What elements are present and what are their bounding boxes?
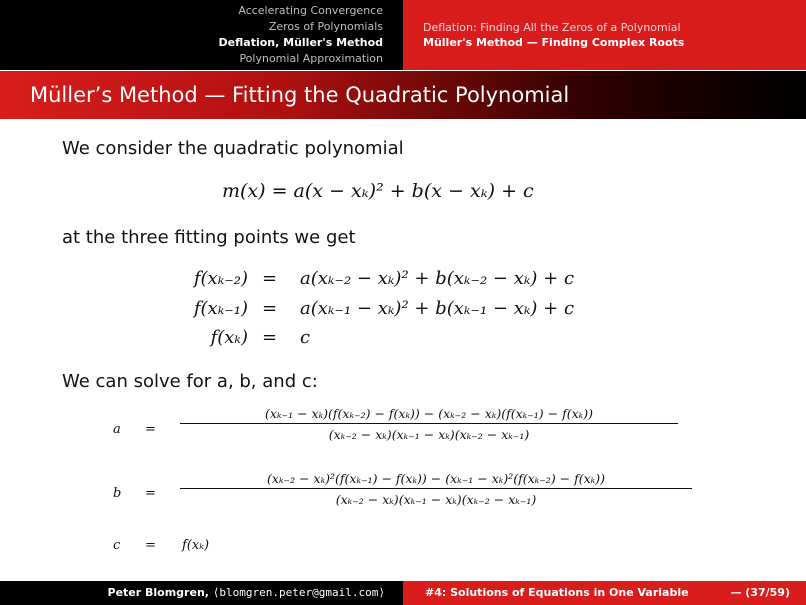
solution-a-denominator: (xₖ₋₂ − xₖ)(xₖ₋₁ − xₖ)(xₖ₋₂ − xₖ₋₁) — [328, 427, 530, 442]
solution-b-label: b — [113, 486, 122, 501]
slide-title: Müller’s Method — Fitting the Quadratic Polynomial — [0, 71, 806, 119]
fit-rhs-3: c — [300, 327, 311, 348]
nav-section-deflation-mullers-method[interactable]: Deflation, Müller's Method — [218, 36, 383, 49]
fitting-points-text: at the three fitting points we get — [62, 227, 356, 248]
nav-subsection-deflation[interactable]: Deflation: Finding All the Zeros of a Polynomial — [423, 21, 681, 34]
nav-subsection-mullers-method[interactable]: Müller's Method — Finding Complex Roots — [423, 36, 685, 49]
header-navigation — [0, 0, 806, 70]
nav-section-polynomial-approximation[interactable]: Polynomial Approximation — [239, 52, 383, 65]
solution-b-fraction — [180, 471, 692, 507]
subsection-nav — [403, 0, 806, 70]
footer-author-block — [0, 581, 403, 605]
footer-email: ⟨blomgren.peter@gmail.com⟩ — [212, 586, 385, 599]
solution-a-fraction — [180, 406, 678, 442]
fit-rel-2: = — [262, 298, 278, 319]
footer-page-number: — (37/59) — [730, 586, 790, 599]
solution-a-equals: = — [145, 422, 156, 437]
fit-rhs-2: a(xₖ₋₁ − xₖ)² + b(xₖ₋₁ − xₖ) + c — [300, 298, 575, 319]
fit-rel-3: = — [262, 327, 278, 348]
fit-lhs-3: f(xₖ) — [210, 327, 248, 348]
solution-a-numerator: (xₖ₋₁ − xₖ)(f(xₖ₋₂) − f(xₖ)) − (xₖ₋₂ − xₖ)(f(xₖ₋₁) − f(xₖ)) — [180, 406, 678, 424]
solve-text: We can solve for a, b, and c: — [62, 371, 318, 392]
fit-lhs-2: f(xₖ₋₁) — [193, 298, 248, 319]
footer — [0, 581, 806, 605]
solution-c-label: c — [113, 538, 121, 553]
solution-b-denominator: (xₖ₋₂ − xₖ)(xₖ₋₁ − xₖ)(xₖ₋₂ − xₖ₋₁) — [335, 492, 537, 507]
fit-rhs-1: a(xₖ₋₂ − xₖ)² + b(xₖ₋₂ − xₖ) + c — [300, 268, 575, 289]
fit-rel-1: = — [262, 268, 278, 289]
fit-lhs-1: f(xₖ₋₂) — [193, 268, 248, 289]
nav-section-zeros-of-polynomials[interactable]: Zeros of Polynomials — [268, 20, 383, 33]
footer-lecture-block — [403, 581, 806, 605]
solution-a-label: a — [113, 422, 121, 437]
solution-c-equals: = — [145, 538, 156, 553]
solution-b-numerator: (xₖ₋₂ − xₖ)²(f(xₖ₋₁) − f(xₖ)) − (xₖ₋₁ − xₖ)²(f(xₖ₋₂) − f(xₖ)) — [180, 471, 692, 489]
nav-section-accelerating-convergence[interactable]: Accelerating Convergence — [238, 4, 383, 17]
intro-text: We consider the quadratic polynomial — [62, 138, 404, 159]
quadratic-polynomial: m(x) = a(x − xₖ)² + b(x − xₖ) + c — [222, 180, 534, 202]
solution-c-value: f(xₖ) — [182, 538, 210, 553]
footer-author: Peter Blomgren, — [107, 586, 209, 599]
solution-b-equals: = — [145, 486, 156, 501]
footer-lecture-title[interactable]: #4: Solutions of Equations in One Variable — [425, 586, 689, 599]
section-nav — [0, 0, 403, 70]
